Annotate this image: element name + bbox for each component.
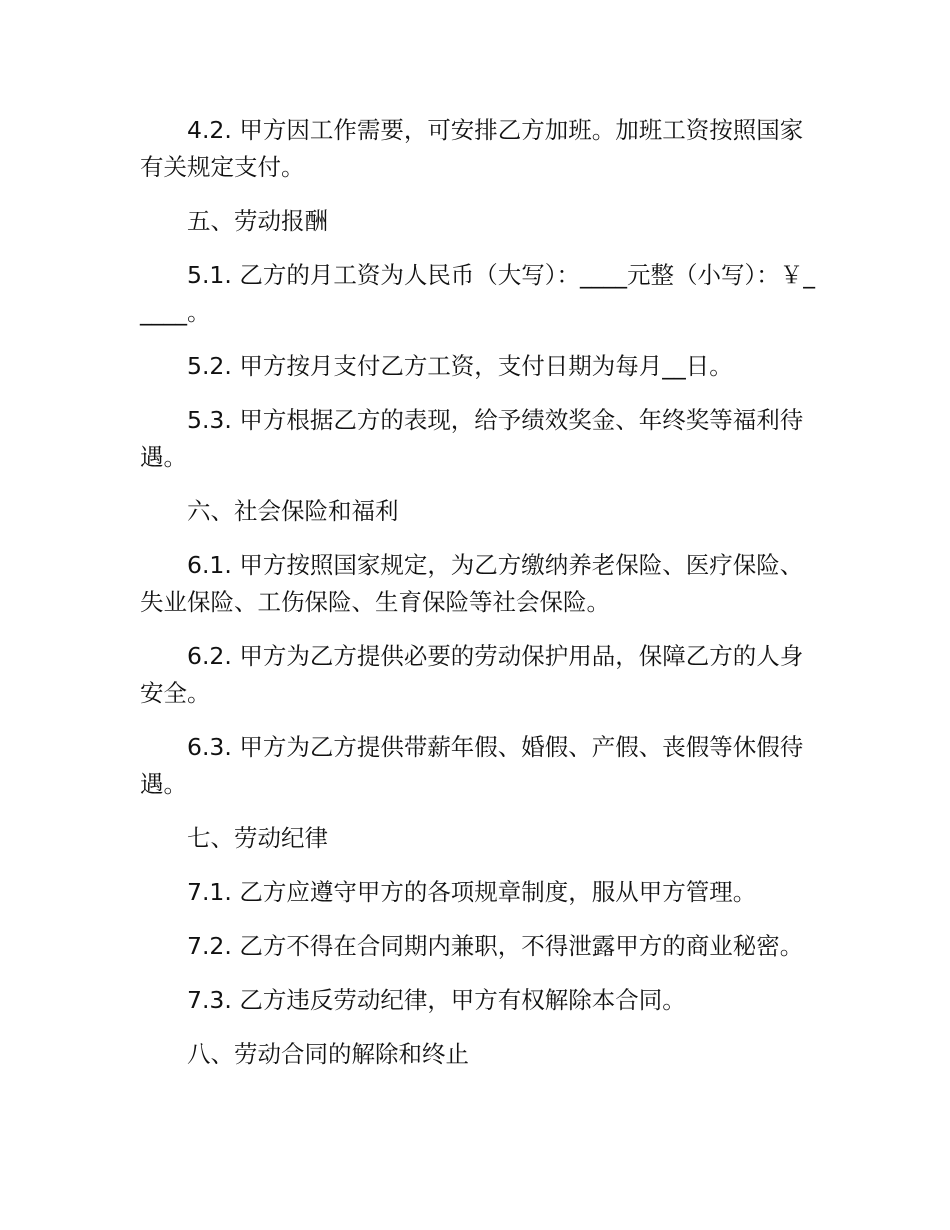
clause-7-2: 7.2. 乙方不得在合同期内兼职，不得泄露甲方的商业秘密。 <box>187 932 804 960</box>
document-body <box>140 112 820 1090</box>
clause-6-1: 6.1. 甲方按照国家规定，为乙方缴纳养老保险、医疗保险、失业保险、工伤保险、生育保险等社会保险。 <box>140 551 804 616</box>
clause-7-1: 7.1. 乙方应遵守甲方的各项规章制度，服从甲方管理。 <box>187 878 757 906</box>
clause-6-2: 6.2. 甲方为乙方提供必要的劳动保护用品，保障乙方的人身安全。 <box>140 642 804 707</box>
section-heading-8: 八、劳动合同的解除和终止 <box>187 1040 469 1068</box>
section-heading-6: 六、社会保险和福利 <box>187 497 399 525</box>
clause-4-2: 4.2. 甲方因工作需要，可安排乙方加班。加班工资按照国家有关规定支付。 <box>140 116 804 181</box>
section-heading-7: 七、劳动纪律 <box>187 824 328 852</box>
section-heading-5: 五、劳动报酬 <box>187 207 328 235</box>
clause-5-3: 5.3. 甲方根据乙方的表现，给予绩效奖金、年终奖等福利待遇。 <box>140 406 804 471</box>
clause-7-3: 7.3. 乙方违反劳动纪律，甲方有权解除本合同。 <box>187 986 686 1014</box>
clause-5-2: 5.2. 甲方按月支付乙方工资，支付日期为每月__日。 <box>187 352 733 380</box>
clause-5-1: 5.1. 乙方的月工资为人民币（大写）：____元整（小写）：￥_____。 <box>140 261 816 326</box>
clause-6-3: 6.3. 甲方为乙方提供带薪年假、婚假、产假、丧假等休假待遇。 <box>140 733 804 798</box>
